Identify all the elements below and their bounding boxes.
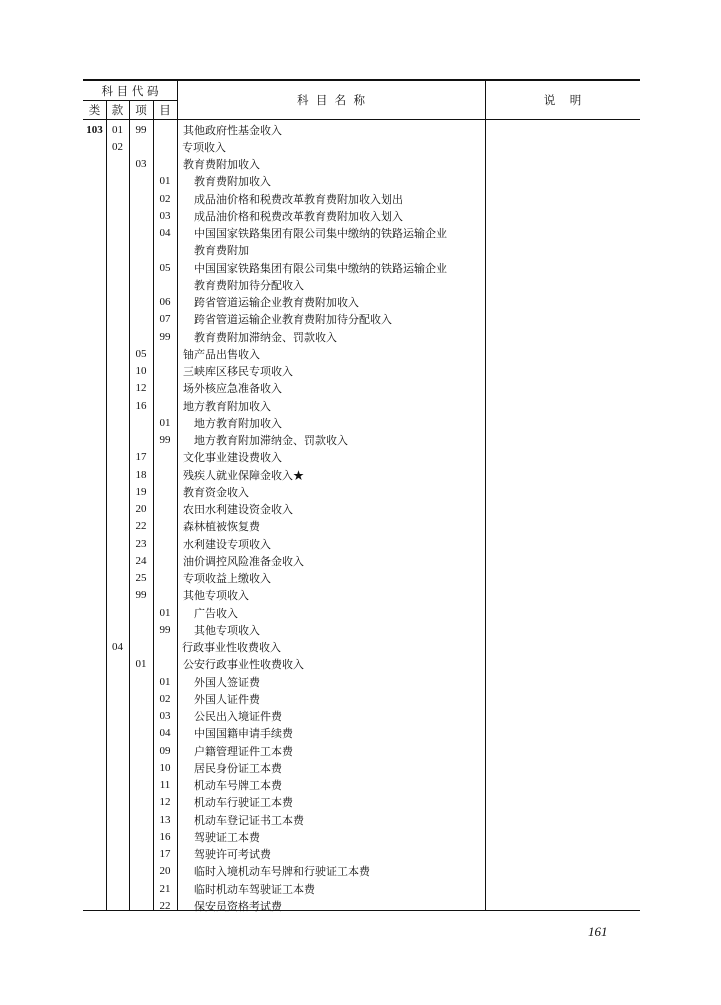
table-row: [83, 139, 640, 156]
note-header: 说 明: [543, 93, 582, 107]
mu-code: 99: [159, 434, 171, 446]
mu-code: 21: [159, 882, 171, 895]
mu-code: 01: [159, 606, 171, 619]
subject-name: 机动车登记证书工本费: [194, 813, 304, 827]
mu-code: 16: [159, 830, 171, 843]
subject-name: 公民出入境证件费: [194, 710, 282, 723]
table-row: [83, 570, 640, 587]
subject-name: 铀产品出售收入: [183, 347, 260, 361]
table-row: [83, 829, 640, 846]
subject-name: 广告收入: [194, 606, 238, 620]
table-row: [83, 415, 640, 432]
subject-name: 地方教育附加收入: [194, 416, 282, 430]
subject-name: 中国国籍申请手续费: [194, 727, 293, 741]
table-row: [83, 846, 640, 863]
table-row: [83, 467, 640, 484]
table-row: [83, 432, 640, 449]
mu-header: 目: [159, 103, 171, 117]
table-row: [83, 518, 640, 535]
subject-name: 专项收入: [182, 140, 226, 154]
subject-name: 外国人签证费: [194, 675, 260, 689]
subject-name: 机动车行驶证工本费: [194, 796, 293, 810]
table-row: [83, 242, 640, 259]
mu-code: 03: [159, 209, 171, 222]
table-row: [83, 760, 640, 777]
table-row: [83, 536, 640, 553]
lei-header: 类: [88, 103, 101, 117]
subject-name: 居民身份证工本费: [194, 761, 282, 775]
mu-code: 01: [159, 416, 171, 429]
subject-name: 临时入境机动车号牌和行驶证工本费: [194, 865, 370, 879]
subject-name: 场外核应急准备收入: [183, 382, 282, 396]
code-group-header: 科 目 代 码: [101, 84, 159, 98]
table-row: [83, 501, 640, 518]
subject-name: 中国国家铁路集团有限公司集中缴纳的铁路运输企业: [194, 227, 447, 240]
kuan-code: 01: [112, 123, 123, 136]
table-row: [83, 743, 640, 760]
subject-name: 成品油价格和税费改革教育费附加收入划出: [194, 192, 403, 206]
table-row: [83, 398, 640, 415]
kuan-code: 02: [112, 140, 123, 153]
subject-name: 地方教育附加收入: [183, 399, 271, 413]
mu-code: 05: [159, 261, 171, 274]
table-row: [83, 208, 640, 225]
table-row: [83, 881, 640, 898]
subject-name: 三峡库区移民专项收入: [183, 365, 293, 378]
table-row: [83, 380, 640, 397]
page-number: 161: [588, 924, 608, 939]
mu-code: 12: [159, 796, 171, 809]
table-row: [83, 277, 640, 294]
table-row: [83, 794, 640, 811]
xiang-code: 99: [135, 123, 147, 136]
subject-name: 教育费附加待分配收入: [194, 278, 304, 292]
mu-code: 11: [159, 779, 171, 791]
subject-name: 中国国家铁路集团有限公司集中缴纳的铁路运输企业: [194, 261, 447, 275]
mu-code: 01: [159, 175, 171, 188]
subject-name: 教育费附加滞纳金、罚款收入: [194, 330, 337, 344]
lei-code: 103: [86, 123, 103, 136]
subject-name: 驾驶许可考试费: [194, 848, 271, 861]
subject-name: 临时机动车驾驶证工本费: [194, 882, 315, 896]
xiang-code: 19: [135, 485, 147, 498]
xiang-code: 03: [135, 158, 147, 170]
table-row: [83, 812, 640, 829]
xiang-code: 12: [135, 382, 147, 395]
table-row: [83, 587, 640, 604]
subject-code-table: [83, 79, 640, 911]
xiang-code: 23: [135, 537, 147, 550]
xiang-code: 22: [135, 520, 147, 533]
subject-name: 外国人证件费: [194, 692, 260, 706]
subject-name: 跨省管道运输企业教育费附加收入: [194, 296, 359, 309]
mu-code: 01: [159, 675, 171, 688]
xiang-code: 16: [135, 399, 147, 412]
table-row: [83, 260, 640, 277]
subject-name: 农田水利建设资金收入: [183, 503, 293, 516]
table-row: [83, 484, 640, 501]
table-row: [83, 329, 640, 346]
table-row: [83, 122, 640, 139]
name-header: 科 目 名 称: [297, 93, 365, 107]
mu-code: 13: [159, 813, 171, 826]
table-row: [83, 777, 640, 794]
subject-name: 公安行政事业性收费收入: [183, 658, 304, 672]
mu-code: 07: [159, 313, 171, 326]
table-row: [83, 605, 640, 622]
subject-name: 残疾人就业保障金收入★: [183, 468, 304, 482]
mu-code: 03: [159, 710, 171, 722]
subject-name: 其他专项收入: [194, 623, 260, 637]
mu-code: 04: [159, 727, 171, 740]
subject-name: 成品油价格和税费改革教育费附加收入划入: [194, 209, 403, 223]
xiang-code: 18: [135, 468, 147, 481]
table-row: [83, 294, 640, 311]
table-row: [83, 553, 640, 570]
xiang-code: 05: [135, 347, 147, 360]
xiang-code: 01: [135, 658, 147, 671]
table-row: [83, 639, 640, 656]
subject-name: 跨省管道运输企业教育费附加待分配收入: [194, 313, 392, 327]
xiang-code: 24: [135, 554, 147, 567]
table-row: [83, 725, 640, 742]
subject-name: 文化事业建设费收入: [183, 451, 282, 465]
mu-code: 06: [159, 296, 171, 308]
subject-name: 驾驶证工本费: [194, 830, 260, 844]
mu-code: 04: [159, 227, 171, 239]
table-row: [83, 622, 640, 639]
mu-code: 17: [159, 848, 171, 860]
xiang-header: 项: [135, 103, 147, 117]
subject-name: 机动车号牌工本费: [194, 779, 282, 792]
kuan-code: 04: [112, 641, 123, 653]
table-row: [83, 225, 640, 242]
table-row: [83, 674, 640, 691]
xiang-code: 99: [135, 589, 147, 602]
table-row: [83, 691, 640, 708]
subject-name: 教育费附加收入: [194, 175, 271, 189]
subject-name: 其他政府性基金收入: [183, 123, 282, 137]
table-row: [83, 311, 640, 328]
header-bottom-rule: [83, 119, 640, 120]
table-row: [83, 191, 640, 208]
xiang-code: 17: [135, 451, 147, 464]
mu-code: 20: [159, 865, 171, 878]
subject-name: 行政事业性收费收入: [182, 641, 281, 654]
table-row: [83, 708, 640, 725]
table-row: [83, 449, 640, 466]
mu-code: 09: [159, 744, 171, 757]
subject-name: 其他专项收入: [183, 589, 249, 603]
subject-name: 保安员资格考试费: [194, 899, 282, 913]
subject-name: 教育费附加收入: [183, 158, 260, 171]
kuan-header: 款: [111, 103, 124, 117]
subject-name: 地方教育附加滞纳金、罚款收入: [194, 434, 348, 447]
table-row: [83, 863, 640, 880]
subject-name: 户籍管理证件工本费: [194, 744, 293, 758]
mu-code: 99: [159, 623, 171, 636]
table-row: [83, 898, 640, 915]
xiang-code: 10: [135, 365, 147, 377]
subject-name: 森林植被恢复费: [183, 520, 260, 534]
subject-name: 教育费附加: [194, 244, 249, 258]
table-row: [83, 656, 640, 673]
table-row: [83, 156, 640, 173]
subject-name: 油价调控风险准备金收入: [183, 554, 304, 568]
xiang-code: 20: [135, 503, 147, 515]
xiang-code: 25: [135, 572, 147, 584]
table-row: [83, 363, 640, 380]
table-row: [83, 346, 640, 363]
mu-code: 10: [159, 761, 171, 774]
subject-name: 专项收益上缴收入: [183, 572, 271, 585]
mu-code: 02: [159, 692, 171, 705]
mu-code: 02: [159, 192, 171, 205]
subject-name: 水利建设专项收入: [183, 537, 271, 551]
table-row: [83, 173, 640, 190]
mu-code: 99: [159, 330, 171, 343]
subject-name: 教育资金收入: [183, 485, 249, 499]
mu-code: 22: [159, 899, 171, 912]
